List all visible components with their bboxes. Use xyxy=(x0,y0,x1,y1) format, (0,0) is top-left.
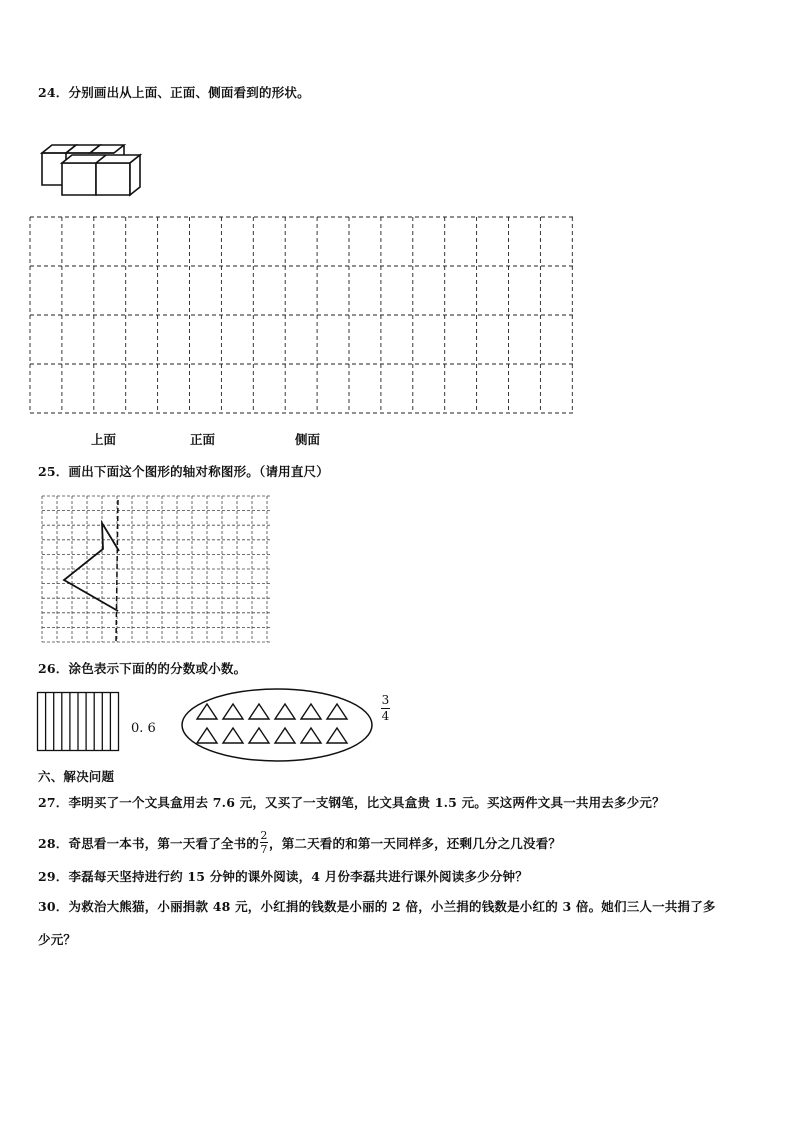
triangle xyxy=(301,728,321,743)
triangle xyxy=(223,704,243,719)
triangle-oval xyxy=(180,687,374,763)
fraction-three-quarters xyxy=(381,694,390,723)
triangle xyxy=(327,704,347,719)
triangle xyxy=(223,728,243,743)
drawing-grid-24 xyxy=(30,217,574,415)
question-28-before: 28．奇思看一本书，第一天看了全书的 xyxy=(38,835,259,851)
question-28-after: ，第二天看的和第一天同样多，还剩几分之几没看？ xyxy=(269,835,562,851)
triangle xyxy=(301,704,321,719)
triangle xyxy=(275,704,295,719)
question-30-line2: 少元？ xyxy=(38,932,77,947)
cube-figure xyxy=(40,143,144,199)
question-25: 25．画出下面这个图形的轴对称图形。（请用直尺） xyxy=(38,464,329,479)
view-label-side: 侧面 xyxy=(295,432,321,447)
question-27: 27．李明买了一个文具盒用去 7.6 元，又买了一支钢笔，比文具盒贵 1.5 元。买这两件文具一共用去多少元？ xyxy=(38,795,665,810)
question-29: 29．李磊每天坚持进行约 15 分钟的课外阅读，4 月份李磊共进行课外阅读多少分钟？ xyxy=(38,869,528,884)
question-30-line1: 30．为救治大熊猫，小丽捐款 48 元，小红捐的钱数是小丽的 2 倍，小兰捐的钱数是小红的 3 倍。她们三人一共捐了多 xyxy=(38,899,716,914)
triangle xyxy=(197,728,217,743)
fraction-two-sevenths xyxy=(260,830,268,855)
triangle xyxy=(249,704,269,719)
fraction-denominator: 7 xyxy=(260,843,268,856)
triangle xyxy=(197,704,217,719)
fraction-numerator: 3 xyxy=(381,693,390,707)
view-label-top: 上面 xyxy=(91,432,117,447)
triangle xyxy=(327,728,347,743)
question-24: 24．分别画出从上面、正面、侧面看到的形状。 xyxy=(38,85,310,100)
triangle xyxy=(249,728,269,743)
view-label-front: 正面 xyxy=(190,432,216,447)
decimal-bar-box xyxy=(37,692,121,752)
symmetry-grid xyxy=(40,492,274,644)
section-heading: 六、解决问题 xyxy=(38,769,115,784)
decimal-value: 0. 6 xyxy=(131,721,156,736)
question-26: 26．涂色表示下面的的分数或小数。 xyxy=(38,661,247,676)
fraction-denominator: 4 xyxy=(381,709,390,723)
triangle xyxy=(275,728,295,743)
question-28 xyxy=(38,830,561,855)
fraction-numerator: 2 xyxy=(260,829,268,842)
